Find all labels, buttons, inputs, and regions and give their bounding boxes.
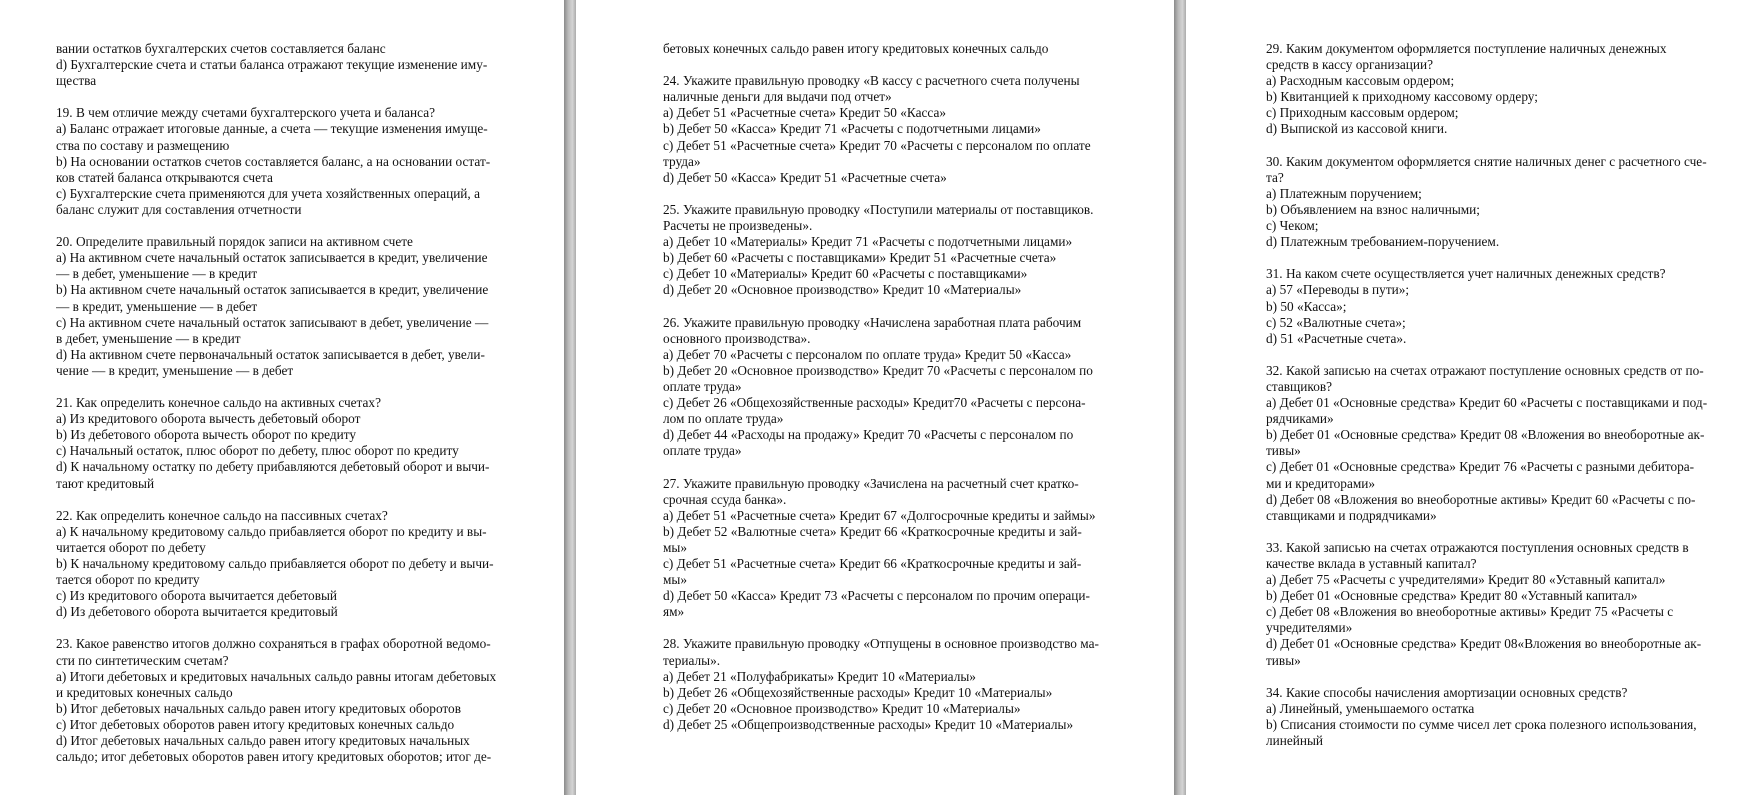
text-line: Расчеты не произведены». — [663, 218, 813, 234]
text-line: c) Дебет 26 «Общехозяйственные расходы» Кредит70 «Расчеты с персона- — [663, 395, 1086, 411]
text-line: a) Расходным кассовым ордером; — [1266, 73, 1455, 89]
text-line: ям» — [663, 604, 685, 620]
blank-line — [663, 620, 1140, 636]
text-line: a) Платежным поручением; — [1266, 185, 1422, 201]
text-line: c) Чеком; — [1266, 218, 1319, 234]
text-line: наличные деньги для выдачи под отчет» — [663, 89, 892, 105]
text-line: c) Дебет 08 «Вложения во внеоборотные активы» Кредит 75 «Расчеты с — [1266, 604, 1674, 620]
text-line: тивы» — [1266, 652, 1301, 668]
text-line: b) Итог дебетовых начальных сальдо равен итогу кредитовых оборотов — [56, 700, 461, 716]
text-line: c) Бухгалтерские счета применяются для учета хозяйственных операций, а — [56, 185, 480, 201]
text-line: тают кредитовый — [56, 475, 155, 491]
text-line: рядчиками» — [1266, 411, 1334, 427]
text-line: d) 51 «Расчетные счета». — [1266, 330, 1407, 346]
text-line: щества — [56, 73, 97, 89]
text-line: d) Дебет 25 «Общепроизводственные расходы» Кредит 10 «Материалы» — [663, 716, 1074, 732]
text-line: a) Дебет 21 «Полуфабрикаты» Кредит 10 «Материалы» — [663, 668, 976, 684]
text-line: a) Баланс отражает итоговые данные, а счета — текущие изменения имуще- — [56, 121, 488, 137]
text-line: баланс служит для составления отчетности — [56, 201, 302, 217]
text-line: мы» — [663, 572, 687, 588]
text-line: c) Дебет 10 «Материалы» Кредит 60 «Расчеты с поставщиками» — [663, 266, 1028, 282]
text-line: d) Из дебетового оборота вычитается кредитовый — [56, 604, 338, 620]
text-line: 19. В чем отличие между счетами бухгалтерского учета и баланса? — [56, 105, 436, 121]
text-line: 23. Какое равенство итогов должно сохраняться в графах оборотной ведомо- — [56, 636, 491, 652]
text-line: c) На активном счете начальный остаток записывают в дебет, увеличение — — [56, 314, 489, 330]
blank-line — [56, 89, 524, 105]
text-line: a) Из кредитового оборота вычесть дебетовый оборот — [56, 411, 361, 427]
text-line: b) Квитанцией к приходному кассовому ордеру; — [1266, 89, 1538, 105]
blank-line — [1266, 524, 1739, 540]
text-line: оплате труда» — [663, 378, 742, 394]
text-line: тается оборот по кредиту — [56, 572, 200, 588]
text-line: териалы». — [663, 652, 721, 668]
text-line: c) Из кредитового оборота вычитается дебетовый — [56, 588, 338, 604]
text-line: 26. Укажите правильную проводку «Начислена заработная плата рабочим — [663, 314, 1082, 330]
text-line: d) На активном счете первоначальный остаток записывается в дебет, увели- — [56, 346, 485, 362]
text-line: c) Приходным кассовым ордером; — [1266, 105, 1459, 121]
text-line: c) 52 «Валютные счета»; — [1266, 314, 1406, 330]
text-line: d) Дебет 44 «Расходы на продажу» Кредит 70 «Расчеты с персоналом по — [663, 427, 1074, 443]
text-line: чение — в кредит, уменьшение — в дебет — [56, 362, 294, 378]
text-line: b) Дебет 50 «Касса» Кредит 71 «Расчеты с подотчетными лицами» — [663, 121, 1041, 137]
text-line: лом по оплате труда» — [663, 411, 784, 427]
text-line: в дебет, уменьшение — в кредит — [56, 330, 241, 346]
blank-line — [663, 299, 1140, 315]
text-line: b) Дебет 52 «Валютные счета» Кредит 66 «Краткосрочные кредиты и зай- — [663, 523, 1082, 539]
text-line: ставщиков? — [1266, 378, 1333, 394]
text-line: a) Дебет 51 «Расчетные счета» Кредит 67 «Долгосрочные кредиты и займы» — [663, 507, 1096, 523]
text-line: d) Дебет 08 «Вложения во внеоборотные активы» Кредит 60 «Расчеты с по- — [1266, 491, 1696, 507]
blank-line — [56, 492, 524, 508]
blank-line — [663, 57, 1140, 73]
text-line: 30. Каким документом оформляется снятие наличных денег с расчетного сче- — [1266, 153, 1707, 169]
text-line: a) 57 «Переводы в пути»; — [1266, 282, 1410, 298]
blank-line — [56, 218, 524, 234]
text-line: c) Дебет 51 «Расчетные счета» Кредит 66 «Краткосрочные кредиты и зай- — [663, 556, 1082, 571]
text-line: — в дебет, уменьшение — в кредит — [56, 266, 258, 282]
document-page-3 — [1186, 0, 1755, 795]
text-line: d) Дебет 20 «Основное производство» Кредит 10 «Материалы» — [663, 282, 1022, 298]
text-line: средств в кассу организации? — [1266, 57, 1434, 73]
blank-line — [56, 620, 524, 636]
blank-line — [1266, 347, 1739, 363]
text-line: c) Дебет 20 «Основное производство» Кредит 10 «Материалы» — [663, 700, 1021, 716]
blank-line — [663, 186, 1140, 202]
text-line: 25. Укажите правильную проводку «Поступили материалы от поставщиков. — [663, 201, 1094, 217]
text-line: сальдо; итог дебетовых оборотов равен итогу кредитовых оборотов; итог де- — [56, 749, 492, 765]
text-line: d) Дебет 50 «Касса» Кредит 51 «Расчетные счета» — [663, 169, 947, 185]
text-line: a) Дебет 51 «Расчетные счета» Кредит 50 «Касса» — [663, 105, 947, 121]
text-line: d) Дебет 01 «Основные средства» Кредит 08«Вложения во внеоборотные ак- — [1266, 636, 1702, 652]
text-line: мы» — [663, 539, 687, 555]
text-line: 21. Как определить конечное сальдо на активных счетах? — [56, 395, 381, 411]
text-line: читается оборот по дебету — [56, 539, 206, 555]
text-line: бетовых конечных сальдо равен итогу кредитовых конечных сальдо — [663, 41, 1049, 56]
text-line: 20. Определите правильный порядок записи на активном счете — [56, 234, 413, 250]
blank-line — [663, 459, 1140, 475]
text-line: ми и кредиторами» — [1266, 475, 1376, 491]
text-line: 22. Как определить конечное сальдо на пассивных счетах? — [56, 507, 388, 523]
text-line: оплате труда» — [663, 443, 742, 459]
page-separator — [1174, 0, 1186, 795]
text-line: сти по синтетическим счетам? — [56, 652, 229, 668]
text-line: вании остатков бухгалтерских счетов составляется баланс — [56, 41, 386, 56]
text-line: учредителями» — [1266, 620, 1353, 636]
blank-line — [56, 379, 524, 395]
text-line: b) На активном счете начальный остаток записывается в кредит, увеличение — [56, 282, 489, 298]
text-line: b) Из дебетового оборота вычесть оборот по кредиту — [56, 427, 356, 443]
text-line: — в кредит, уменьшение — в дебет — [56, 298, 258, 314]
text-line: 33. Какой записью на счетах отражаются поступления основных средств в — [1266, 539, 1689, 555]
text-line: d) Дебет 50 «Касса» Кредит 73 «Расчеты с персоналом по прочим операци- — [663, 588, 1090, 604]
text-line: b) Дебет 20 «Основное производство» Кредит 70 «Расчеты с персоналом по — [663, 362, 1093, 378]
blank-line — [1266, 138, 1739, 154]
text-line: срочная ссуда банка». — [663, 491, 787, 507]
document-page-2 — [576, 0, 1174, 795]
text-line: 34. Какие способы начисления амортизации основных средств? — [1266, 684, 1628, 700]
text-line: ков статей баланса открываются счета — [56, 169, 273, 185]
blank-line — [1266, 669, 1739, 685]
text-line: b) Дебет 60 «Расчеты с поставщиками» Кредит 51 «Расчетные счета» — [663, 250, 1057, 266]
text-line: тивы» — [1266, 443, 1301, 459]
text-line: 32. Какой записью на счетах отражают поступление основных средств от по- — [1266, 362, 1704, 378]
text-line: c) Итог дебетовых оборотов равен итогу кредитовых конечных сальдо — [56, 716, 455, 732]
text-line: d) Итог дебетовых начальных сальдо равен итогу кредитовых начальных — [56, 733, 470, 749]
text-line: b) Списания стоимости по сумме чисел лет срока полезного использования, — [1266, 716, 1697, 732]
text-line: a) На активном счете начальный остаток записывается в кредит, увеличение — [56, 250, 488, 266]
text-line: ства по составу и размещению — [56, 137, 230, 153]
text-line: d) Бухгалтерские счета и статьи баланса отражают текущие изменение иму- — [56, 57, 488, 73]
text-line: d) К начальному остатку по дебету прибавляются дебетовый оборот и вычи- — [56, 459, 490, 475]
text-line: ставщиками и подрядчиками» — [1266, 507, 1437, 523]
text-line: a) Итоги дебетовых и кредитовых начальных сальдо равны итогам дебетовых — [56, 668, 497, 684]
text-line: основного производства». — [663, 330, 811, 346]
text-line: 27. Укажите правильную проводку «Зачислена на расчетный счет кратко- — [663, 475, 1079, 491]
text-line: a) Дебет 70 «Расчеты с персоналом по оплате труда» Кредит 50 «Касса» — [663, 346, 1072, 362]
document-page-1 — [0, 0, 564, 795]
text-line: a) Линейный, уменьшаемого остатка — [1266, 700, 1475, 716]
text-line: та? — [1266, 169, 1284, 185]
text-line: b) Дебет 01 «Основные средства» Кредит 80 «Уставный капитал» — [1266, 588, 1638, 604]
text-line: c) Начальный остаток, плюс оборот по дебету, плюс оборот по кредиту — [56, 443, 459, 459]
text-line: b) На основании остатков счетов составляется баланс, а на основании остат- — [56, 153, 491, 169]
text-line: труда» — [663, 153, 701, 169]
text-line: d) Выпиской из кассовой книги. — [1266, 121, 1448, 137]
text-line: 28. Укажите правильную проводку «Отпущены в основное производство ма- — [663, 636, 1099, 652]
text-line: и кредитовых конечных сальдо — [56, 684, 233, 700]
text-line: 31. На каком счете осуществляется учет наличных денежных средств? — [1266, 266, 1666, 282]
text-line: c) Дебет 01 «Основные средства» Кредит 76 «Расчеты с разными дебитора- — [1266, 459, 1695, 475]
text-line: a) Дебет 10 «Материалы» Кредит 71 «Расчеты с подотчетными лицами» — [663, 234, 1073, 250]
text-line: b) Объявлением на взнос наличными; — [1266, 201, 1480, 217]
text-line: 24. Укажите правильную проводку «В кассу с расчетного счета получены — [663, 73, 1080, 89]
text-line: b) 50 «Касса»; — [1266, 298, 1347, 314]
text-line: b) К начальному кредитовому сальдо прибавляется оборот по дебету и вычи- — [56, 556, 494, 571]
text-line: качестве вклада в уставный капитал? — [1266, 556, 1477, 571]
blank-line — [1266, 250, 1739, 266]
text-line: линейный — [1266, 733, 1324, 749]
text-line: d) Платежным требованием-поручением. — [1266, 234, 1500, 250]
text-line: b) Дебет 01 «Основные средства» Кредит 08 «Вложения во внеоборотные ак- — [1266, 427, 1705, 443]
text-line: a) К начальному кредитовому сальдо прибавляется оборот по кредиту и вы- — [56, 523, 487, 539]
text-line: b) Дебет 26 «Общехозяйственные расходы» Кредит 10 «Материалы» — [663, 684, 1053, 700]
text-line: a) Дебет 75 «Расчеты с учредителями» Кредит 80 «Уставный капитал» — [1266, 572, 1666, 588]
page-separator — [564, 0, 576, 795]
text-line: a) Дебет 01 «Основные средства» Кредит 60 «Расчеты с поставщиками и под- — [1266, 395, 1708, 411]
text-line: c) Дебет 51 «Расчетные счета» Кредит 70 «Расчеты с персоналом по оплате — [663, 137, 1091, 153]
text-line: 29. Каким документом оформляется поступление наличных денежных — [1266, 41, 1667, 56]
